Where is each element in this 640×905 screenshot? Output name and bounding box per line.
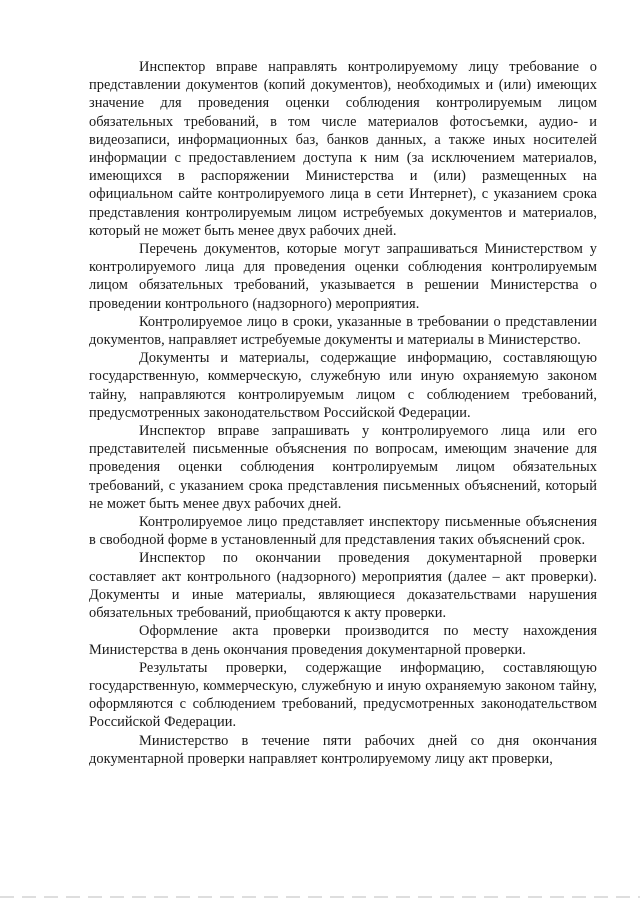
paragraph-request-documents: Инспектор вправе направлять контролируемому лицу требование о представлении документов (копий документов), необходимых и (или) имеющих значение для проведения оценки соблюдения контролируемым лицом обязательных требований, в том числе материалов фотосъемки, аудио- и видеозаписи, информационных баз, банков данных, а также иных носителей информации с предоставлением доступа к ним (за исключением материалов, имеющихся в распоряжении Министерства и (или) размещенных на официальном сайте контролируемого лица в сети Интернет), с указанием срока представления контролируемым лицом истребуемых документов и материалов, который не может быть менее двух рабочих дней. [89,59,597,239]
paragraph-act-delivery: Министерство в течение пяти рабочих дней со дня окончания документарной проверки направляет контролируемому лицу акт проверки, [89,732,597,767]
paragraph-submission-deadline: Контролируемое лицо в сроки, указанные в требовании о представлении документов, направляет истребуемые документы и материалы в Министерство. [89,313,597,349]
paragraph-document-list: Перечень документов, которые могут запрашиваться Министерством у контролируемого лица для проведения оценки соблюдения контролируемым лицом обязательных требований, указывается в решении Министерства о проведении контрольного (надзорного) мероприятия. [89,241,597,312]
scan-edge-line [0,896,640,898]
document-body [89,58,597,768]
paragraph-act-execution: Оформление акта проверки производится по месту нахождения Министерства в день окончания проведения документарной проверки. [89,623,597,658]
paragraph-inspection-act: Инспектор по окончании проведения документарной проверки составляет акт контрольного (надзорного) мероприятия (далее – акт проверки). Документы и иные материалы, являющиеся доказательствами нарушения обязательных требований, приобщаются к акту проверки. [89,550,597,622]
paragraph-confidential-documents: Документы и материалы, содержащие информацию, составляющую государственную, коммерческую, служебную или иную охраняемую законом тайну, направляются контролируемым лицом с соблюдением требований, предусмотренных законодательством Российской Федерации. [89,350,597,421]
paragraph-explanations-form: Контролируемое лицо представляет инспектору письменные объяснения в свободной форме в установленный для представления таких объяснений срок. [89,514,597,549]
paragraph-confidential-results: Результаты проверки, содержащие информацию, составляющую государственную, коммерческую, служебную и иную охраняемую законом тайну, оформляются с соблюдением требований, предусмотренных законодательством Российской Федерации. [89,659,597,731]
paragraph-written-explanations: Инспектор вправе запрашивать у контролируемого лица или его представителей письменные объяснения по вопросам, имеющим значение для проведения оценки соблюдения контролируемым лицом обязательных требований, с указанием срока представления письменных объяснений, который не может быть менее двух рабочих дней. [89,423,597,512]
